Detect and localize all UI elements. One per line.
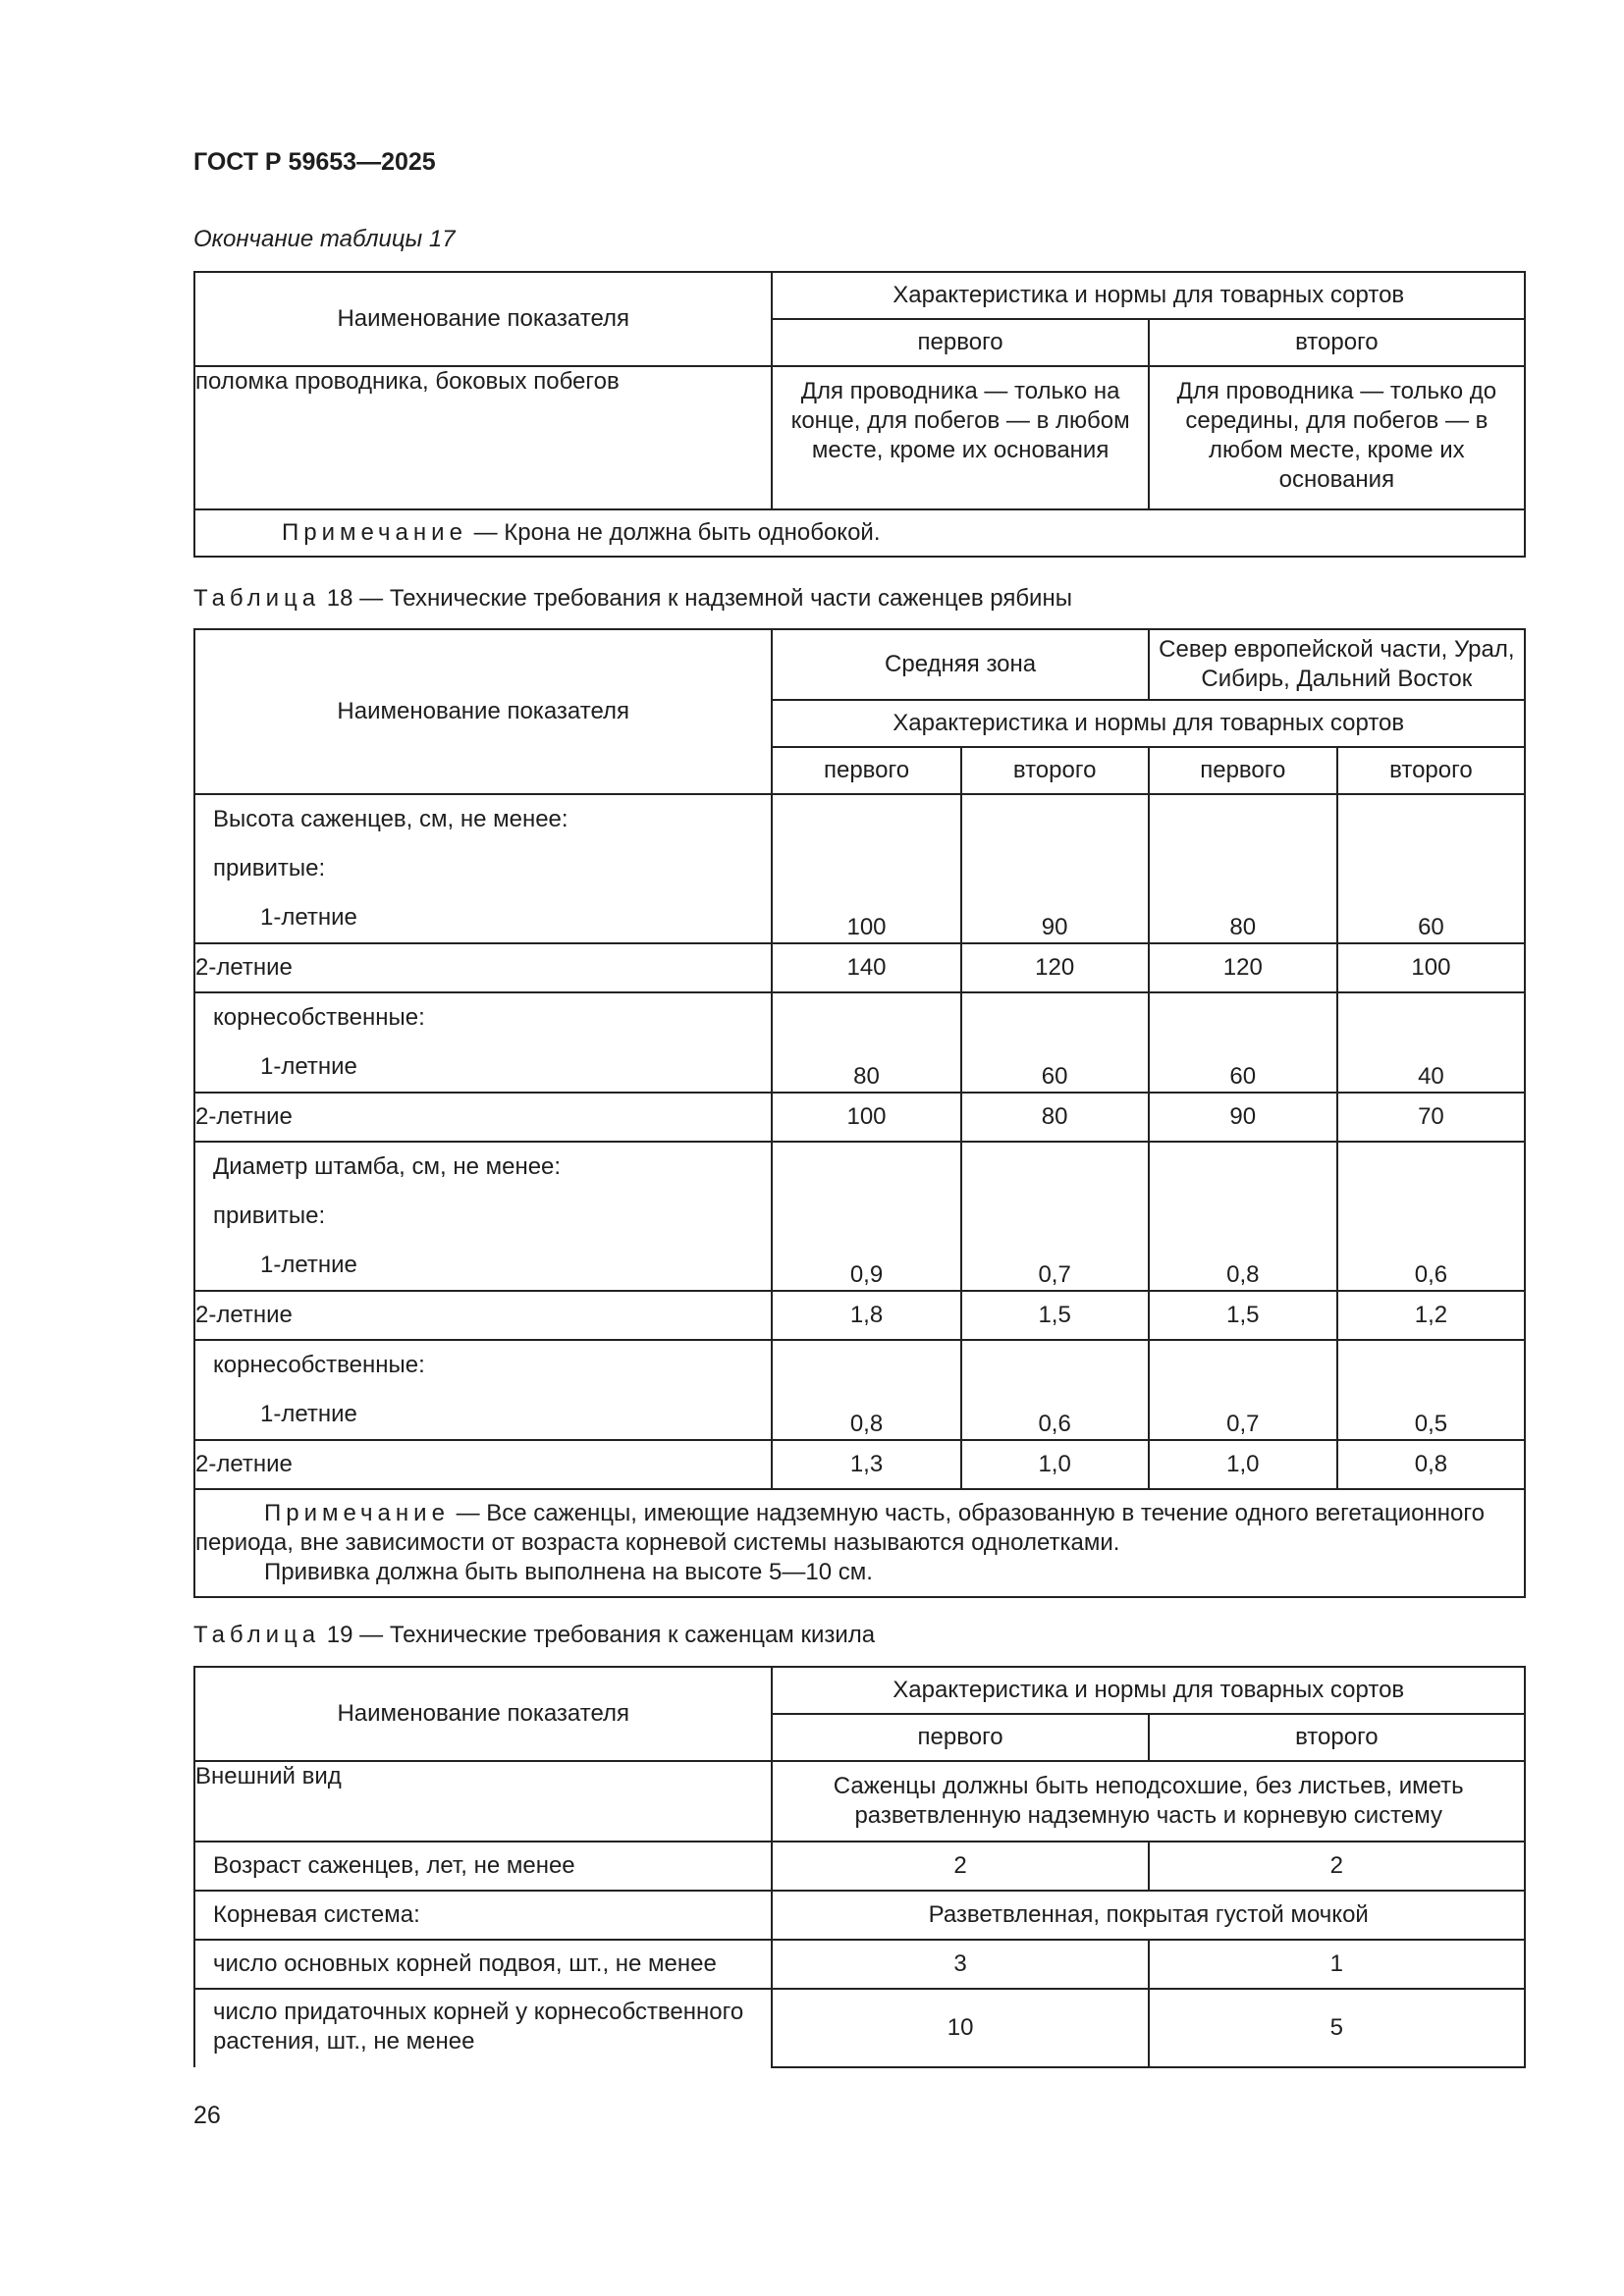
table17 [193, 271, 1526, 558]
table19-age-first: 2 [772, 1842, 1148, 1891]
table18-cell: 1,3 [772, 1440, 960, 1489]
table18-height-own: корнесобственные: [213, 1004, 425, 1031]
table19-caption [193, 1622, 875, 1649]
table18-caption-text: 18 — Технические требования к надземной части саженцев рябины [326, 585, 1072, 612]
table18-cell: 1,8 [772, 1291, 960, 1340]
table18-height-grafted-1: 1-летние [260, 904, 357, 931]
table18-cell: 80 [961, 1093, 1149, 1142]
table18-diameter-grafted: привитые: [213, 1202, 326, 1229]
table19-age-second: 2 [1149, 1842, 1525, 1891]
table18-cell: 1,0 [1149, 1440, 1337, 1489]
table18 [193, 628, 1526, 1598]
table19-main-roots: число основных корней подвоя, шт., не менее [194, 1940, 772, 1989]
table19-adventitious-second: 5 [1149, 1989, 1525, 2067]
table17-note-label: Примечание [282, 519, 467, 546]
table18-height-own-1: 1-летние [260, 1053, 357, 1080]
table18-note-line [195, 1499, 1524, 1558]
table18-diameter-own-1: 1-летние [260, 1401, 357, 1427]
table19-appearance: Внешний вид [194, 1761, 772, 1842]
table18-diameter-block [194, 1142, 772, 1291]
table18-zone-north: Север европейской части, Урал, Сибирь, Дальний Восток [1149, 629, 1525, 700]
table19-adventitious-roots: число придаточных корней у корнесобственного растения, шт., не менее [194, 1989, 772, 2067]
table18-height-own-block [194, 992, 772, 1093]
table19-age: Возраст саженцев, лет, не менее [194, 1842, 772, 1891]
table18-cell: 100 [772, 794, 960, 943]
table18-zone1-second: второго [961, 747, 1149, 794]
table19-main-roots-first: 3 [772, 1940, 1148, 1989]
table18-zone1-first: первого [772, 747, 960, 794]
table19-caption-word: Таблица [193, 1622, 321, 1648]
table17-note [194, 509, 1525, 557]
table18-cell: 0,7 [961, 1142, 1149, 1291]
table18-diameter-title: Диаметр штамба, см, не менее: [213, 1153, 562, 1180]
table18-cell: 140 [772, 943, 960, 992]
table18-cell: 0,8 [772, 1340, 960, 1440]
page-number: 26 [193, 2102, 221, 2129]
table18-cell: 100 [1337, 943, 1525, 992]
table18-height-grafted: привитые: [213, 855, 326, 881]
table18-note-label: Примечание [264, 1500, 450, 1526]
table18-cell: 90 [1149, 1093, 1337, 1142]
table18-caption [193, 585, 1072, 613]
table18-height-own-2: 2-летние [194, 1093, 772, 1142]
table17-col-group: Характеристика и нормы для товарных сортов [772, 272, 1525, 319]
table18-cell: 1,5 [961, 1291, 1149, 1340]
table18-diameter-own-block [194, 1340, 772, 1440]
table17-note-text: — Крона не должна быть однобокой. [473, 519, 881, 546]
table18-diameter-own-2: 2-летние [194, 1440, 772, 1489]
table19-col-second: второго [1149, 1714, 1525, 1761]
table18-cell: 0,8 [1149, 1142, 1337, 1291]
table18-cell: 60 [1149, 992, 1337, 1093]
table18-note-text: — Все саженцы, имеющие надземную часть, образованную в течение одного вегетационного периода, вне зависимости от возраста корневой системы называются однолетками. [195, 1500, 1485, 1556]
table18-cell: 1,2 [1337, 1291, 1525, 1340]
table18-cell: 0,7 [1149, 1340, 1337, 1440]
table18-cell: 1,0 [961, 1440, 1149, 1489]
table18-cell: 0,6 [1337, 1142, 1525, 1291]
table19-adventitious-first: 10 [772, 1989, 1148, 2067]
table18-cell: 120 [961, 943, 1149, 992]
table18-cell: 0,5 [1337, 1340, 1525, 1440]
table17-caption: Окончание таблицы 17 [193, 226, 456, 252]
table18-diameter-own: корнесобственные: [213, 1352, 425, 1378]
table18-zone-middle: Средняя зона [772, 629, 1148, 700]
table17-col-name: Наименование показателя [194, 272, 772, 366]
table19-root-system-value: Разветвленная, покрытая густой мочкой [772, 1891, 1525, 1940]
table18-note-text2: Прививка должна быть выполнена на высоте 5—10 см. [264, 1559, 873, 1585]
table19 [193, 1666, 1526, 2068]
table18-note [194, 1489, 1525, 1597]
table19-main-roots-second: 1 [1149, 1940, 1525, 1989]
table19-col-group: Характеристика и нормы для товарных сортов [772, 1667, 1525, 1714]
table18-cell: 70 [1337, 1093, 1525, 1142]
table19-col-name: Наименование показателя [194, 1667, 772, 1761]
table18-height-grafted-2: 2-летние [194, 943, 772, 992]
table18-height-title: Высота саженцев, см, не менее: [213, 806, 568, 832]
table18-caption-word: Таблица [193, 585, 321, 612]
table18-zone2-first: первого [1149, 747, 1337, 794]
table18-cell: 80 [1149, 794, 1337, 943]
table18-diameter-grafted-1: 1-летние [260, 1252, 357, 1278]
table18-cell: 100 [772, 1093, 960, 1142]
table18-height-block [194, 794, 772, 943]
table17-row-second: Для проводника — только до середины, для побегов — в любом месте, кроме их основания [1149, 366, 1525, 509]
table18-cell: 60 [1337, 794, 1525, 943]
table17-col-second: второго [1149, 319, 1525, 366]
table17-col-first: первого [772, 319, 1148, 366]
table18-zone2-second: второго [1337, 747, 1525, 794]
table19-caption-text: 19 — Технические требования к саженцам кизила [326, 1622, 876, 1648]
table18-cell: 120 [1149, 943, 1337, 992]
table19-root-system: Корневая система: [194, 1891, 772, 1940]
table19-appearance-value: Саженцы должны быть неподсохшие, без листьев, иметь разветвленную надземную часть и корневую систему [772, 1761, 1525, 1842]
table18-col-name: Наименование показателя [194, 629, 772, 794]
table18-diameter-grafted-2: 2-летние [194, 1291, 772, 1340]
table18-cell: 1,5 [1149, 1291, 1337, 1340]
table18-cell: 0,9 [772, 1142, 960, 1291]
table19-col-first: первого [772, 1714, 1148, 1761]
table18-cell: 40 [1337, 992, 1525, 1093]
table18-cell: 90 [961, 794, 1149, 943]
document-title: ГОСТ Р 59653—2025 [193, 148, 436, 176]
table17-row-first: Для проводника — только на конце, для побегов — в любом месте, кроме их основания [772, 366, 1148, 509]
table18-cell: 60 [961, 992, 1149, 1093]
table18-cell: 0,8 [1337, 1440, 1525, 1489]
table18-col-group: Характеристика и нормы для товарных сортов [772, 700, 1525, 747]
table18-cell: 80 [772, 992, 960, 1093]
table18-cell: 0,6 [961, 1340, 1149, 1440]
table17-row-name: поломка проводника, боковых побегов [194, 366, 772, 509]
